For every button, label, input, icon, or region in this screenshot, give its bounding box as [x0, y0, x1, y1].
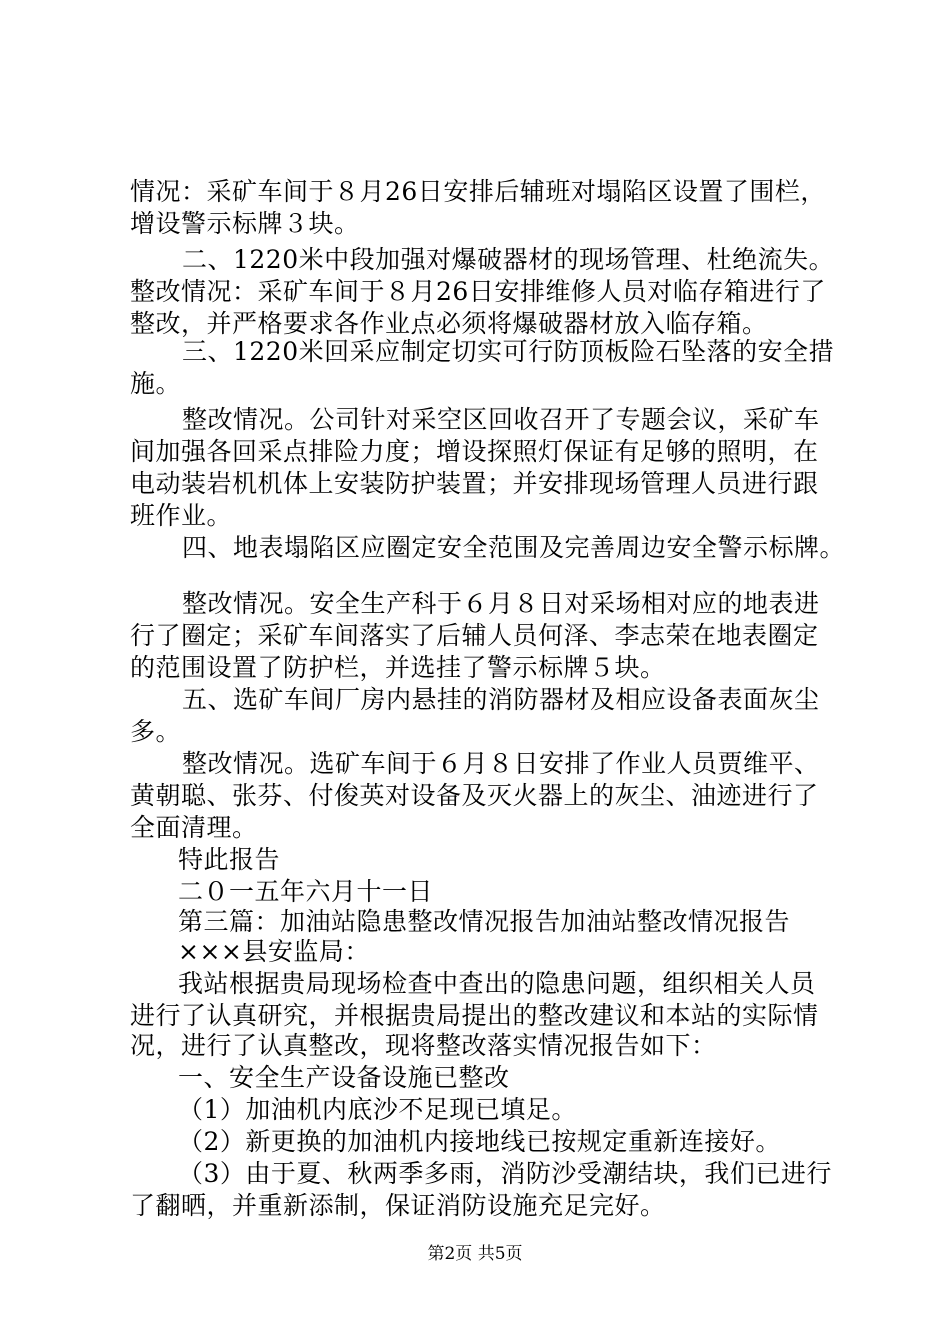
text-line-32: 了翻晒，并重新添制，保证消防设施充足完好。	[130, 1191, 666, 1220]
page-footer: 第2页 共5页	[427, 1244, 523, 1264]
text-line-28: 一、安全生产设备设施已整改	[178, 1063, 510, 1092]
text-line-4: 整改情况：采矿车间于８月26日安排维修人员对临存箱进行了	[130, 277, 826, 306]
text-line-8: 整改情况。公司针对采空区回收召开了专题会议，采矿车	[182, 405, 820, 434]
text-line-6: 三、1220米回采应制定切实可行防顶板险石坠落的安全措	[182, 337, 835, 366]
text-line-20: 全面清理。	[130, 813, 258, 842]
text-line-23: 第三篇：加油站隐患整改情况报告加油站整改情况报告	[178, 907, 791, 936]
text-line-18: 整改情况。选矿车间于６月８日安排了作业人员贾维平、	[182, 749, 820, 778]
text-line-26: 进行了认真研究，并根据贵局提出的整改建议和本站的实际情	[130, 1001, 819, 1030]
text-line-15: 的范围设置了防护栏，并选挂了警示标牌５块。	[130, 653, 666, 682]
text-line-21: 特此报告	[178, 845, 281, 874]
text-line-14: 行了圈定；采矿车间落实了后辅人员何泽、李志荣在地表圈定	[130, 621, 819, 650]
text-line-11: 班作业。	[130, 501, 233, 530]
text-line-30: （2）新更换的加油机内接地线已按规定重新连接好。	[178, 1127, 781, 1156]
text-line-24: ×××县安监局：	[178, 937, 370, 966]
text-line-27: 况，进行了认真整改，现将整改落实情况报告如下：	[130, 1031, 717, 1060]
text-line-13: 整改情况。安全生产科于６月８日对采场相对应的地表进	[182, 589, 820, 618]
text-line-17: 多。	[130, 717, 182, 746]
text-line-12: 四、地表塌陷区应圈定安全范围及完善周边安全警示标牌。	[182, 533, 846, 562]
text-line-19: 黄朝聪、张芬、付俊英对设备及灭火器上的灰尘、油迹进行了	[130, 781, 819, 810]
text-line-22: 二０一五年六月十一日	[178, 877, 434, 906]
text-line-10: 电动装岩机机体上安装防护装置；并安排现场管理人员进行跟	[130, 469, 819, 498]
text-line-25: 我站根据贵局现场检查中查出的隐患问题，组织相关人员	[178, 969, 816, 998]
text-line-29: （1）加油机内底沙不足现已填足。	[178, 1095, 577, 1124]
text-line-5: 整改，并严格要求各作业点必须将爆破器材放入临存箱。	[130, 309, 768, 338]
text-line-3: 二、1220米中段加强对爆破器材的现场管理、杜绝流失。	[182, 245, 835, 274]
text-line-2: 增设警示标牌３块。	[130, 209, 360, 238]
text-line-31: （3）由于夏、秋两季多雨，消防沙受潮结块，我们已进行	[178, 1159, 832, 1188]
text-line-7: 施。	[130, 369, 182, 398]
text-line-9: 间加强各回采点排险力度；增设探照灯保证有足够的照明，在	[130, 437, 819, 466]
text-line-16: 五、选矿车间厂房内悬挂的消防器材及相应设备表面灰尘	[182, 685, 820, 714]
text-line-1: 情况：采矿车间于８月26日安排后辅班对塌陷区设置了围栏，	[130, 177, 826, 206]
